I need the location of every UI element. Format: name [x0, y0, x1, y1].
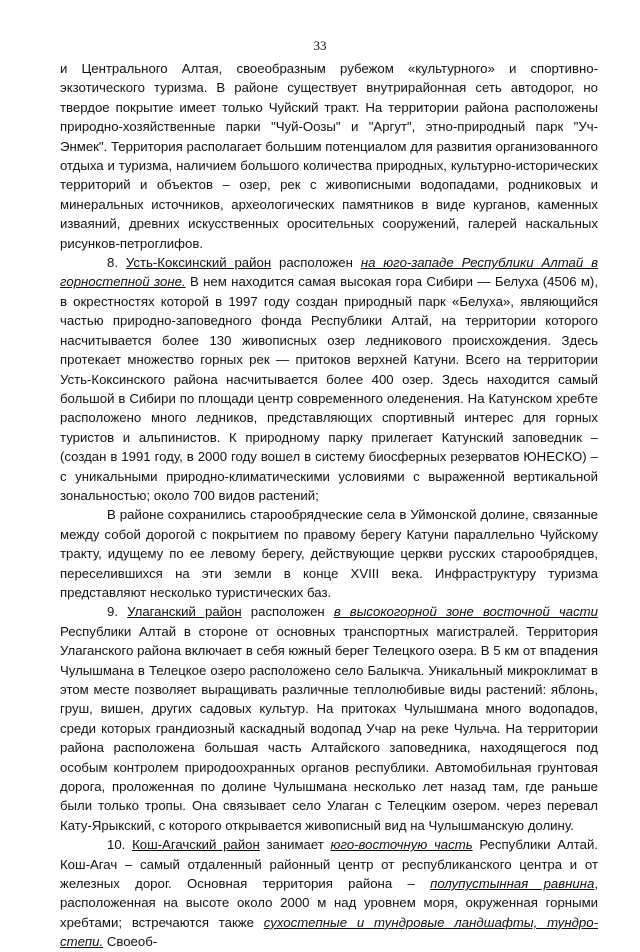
district-location: на юго-западе Республики Алтай в горностепной зоне.	[60, 255, 598, 290]
district-name: Улаганский район	[127, 604, 242, 620]
document-body	[60, 59, 598, 952]
paragraph-ust-koksinsky-district	[60, 253, 598, 505]
paragraph-text: расположен	[241, 604, 334, 620]
paragraph-text: занимает	[259, 837, 331, 853]
paragraph-kosh-agachsky-district	[60, 835, 598, 951]
paragraph-text: расположен	[271, 255, 361, 271]
paragraph-text: , расположенная на высоте около 2000 м над уровнем моря, окруженная горными хребтами; встречаются также	[60, 876, 598, 930]
paragraph-text: Своеоб-	[103, 934, 158, 950]
district-name: Кош-Агачский район	[132, 837, 260, 853]
paragraph-text: Республики Алтай в стороне от основных транспортных магистралей. Территория Улаганского района включает в себя южный берег Телецкого озера. В 5 км от впадения Чулышмана в Телецкое озеро расположено село Балыкча. Уникальный микроклимат в этом месте позволяет выращивать различные теплолюбивые виды растений: яблонь, груш, вишен, других садовых культур. На притоках Чулышмана много водопадов, среди которых грандиозный каскадный водопад Учар на реке Чульча. На территории района расположена большая часть Алтайского заповедника, находящегося под особым контролем природоохранных органов республики. Автомобильная грунтовая дорога, проложенная по долине Чулышмана несколько лет назад там, где раньше были только тропы. Она связывает село Улаган с Телецким озером. через перевал Кату-Ярыкский, с которого открывается живописный вид на Чулышманскую долину.	[60, 623, 598, 833]
paragraph-old-believers: В районе сохранились старообрядческие села в Уймонской долине, связанные между собой дорогой с покрытием по правому берегу Катуни параллельно Чуйскому тракту, идущему по ее левому берегу, действующие церкви русских старообрядцев, переселившихся на эти земли в конце XVIII века. Инфраструктуру туризма представляют несколько туристических баз.	[60, 507, 598, 600]
district-name: Усть-Коксинский район	[125, 255, 272, 271]
highlighted-term: полупустынная равнина	[430, 876, 595, 892]
paragraph-text: Республики Алтай. Кош-Агач – самый отдаленный районный центр от республиканского центра и от железных дорог. Основная территория района –	[60, 837, 598, 892]
item-number: 8.	[107, 255, 118, 271]
district-location: юго-восточную часть	[330, 837, 473, 853]
page-number: 33	[313, 38, 327, 53]
paragraph-ulagansky-district	[60, 602, 598, 835]
paragraph-text: В нем находится самая высокая гора Сибири — Белуха (4506 м), в окрестностях которой в 1997 году создан природный парк «Белуха», являющийся частью природно-заповедного фонда Республики Алтай, на территории которого насчитывается более 130 живописных озер ледникового происхождения. Здесь протекает множество горных рек — притоков верхней Катуни. Всего на территории Усть-Коксинского района насчитывается более 400 озер. Здесь находится самый большой в Сибири по площади центр современного оледенения. На Катунском хребте расположено много ледников, представляющих спортивный интерес для горных туристов и альпинистов. К природному парку прилегает Катунский заповедник – (создан в 1991 году, в 2000 году вошел в систему биосферных резерватов ЮНЕСКО) – с уникальными природно-климатическими условиями с выраженной вертикальной зональностью; около 700 видов растений;	[60, 274, 598, 503]
paragraph-altai-district-end: и Центрального Алтая, своеобразным рубежом «культурного» и спортивно-экзотического туризма. В районе существует внутрирайонная сеть автодорог, но твердое покрытие имеет только Чуйский тракт. На территории района расположены природно-хозяйственные парки "Чуй-Оозы" и "Аргут", этно-природный парк "Уч-Энмек". Территория располагает большим потенциалом для развития организованного отдыха и туризма, наличием большого количества природных, культурно-исторических территорий и объектов – озер, рек с живописными водопадами, родниковых и минеральных источников, археологических памятников в виде курганов, каменных изваяний, древних искусственных оросительных сооружений, галерей наскальных рисунков-петроглифов.	[60, 61, 598, 251]
district-location: в высокогорной зоне восточной части	[333, 604, 599, 620]
highlighted-term: сухостепные и тундровые ландшафты, тундро-степи.	[60, 914, 598, 950]
item-number: 9.	[107, 604, 118, 620]
item-number: 10.	[107, 837, 126, 853]
